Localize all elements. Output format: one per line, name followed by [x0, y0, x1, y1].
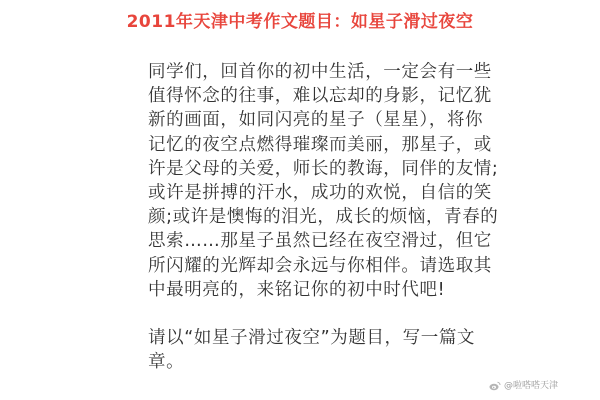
weibo-icon [489, 381, 501, 391]
article-body [148, 60, 499, 374]
paragraph-1-line: 新的画面，如同闪亮的星子（星星），将你 [148, 110, 484, 131]
watermark [489, 380, 558, 392]
paragraph-1-line: 同学们，回首你的初中生活，一定会有一些 [148, 62, 492, 82]
paragraph-1-line: 所闪耀的光辉却会永远与你相伴。请选取其 [148, 255, 492, 276]
watermark-text: @啦嗒嗒天津 [503, 381, 558, 391]
paragraph-2-line: 请以“如星子滑过夜空”为题目，写一篇文 [148, 328, 476, 349]
paragraph-1-line: 值得怀念的往事，难以忘却的身影，记忆犹 [148, 86, 492, 107]
paragraph-1-line: 记忆的夜空点燃得璀璨而美丽，那星子，或 [148, 134, 492, 155]
paragraph-1-line: 中最明亮的，来铭记你的初中时代吧! [148, 279, 446, 300]
paragraph-1-line: 思索……那星子虽然已经在夜空滑过，但它 [148, 231, 492, 252]
paragraph-2-line: 章。 [148, 352, 185, 373]
article-title: 2011年天津中考作文题目：如星子滑过夜空 [126, 12, 474, 32]
paragraph-1-line: 颜;或许是懊悔的泪光，成长的烦恼，青春的 [148, 207, 499, 228]
paragraph-1-line: 或许是拼搏的汗水，成功的欢悦，自信的笑 [148, 183, 492, 204]
paragraph-1-line: 许是父母的关爱，师长的教诲，同伴的友情; [148, 158, 499, 179]
paragraph-gap [148, 302, 458, 326]
